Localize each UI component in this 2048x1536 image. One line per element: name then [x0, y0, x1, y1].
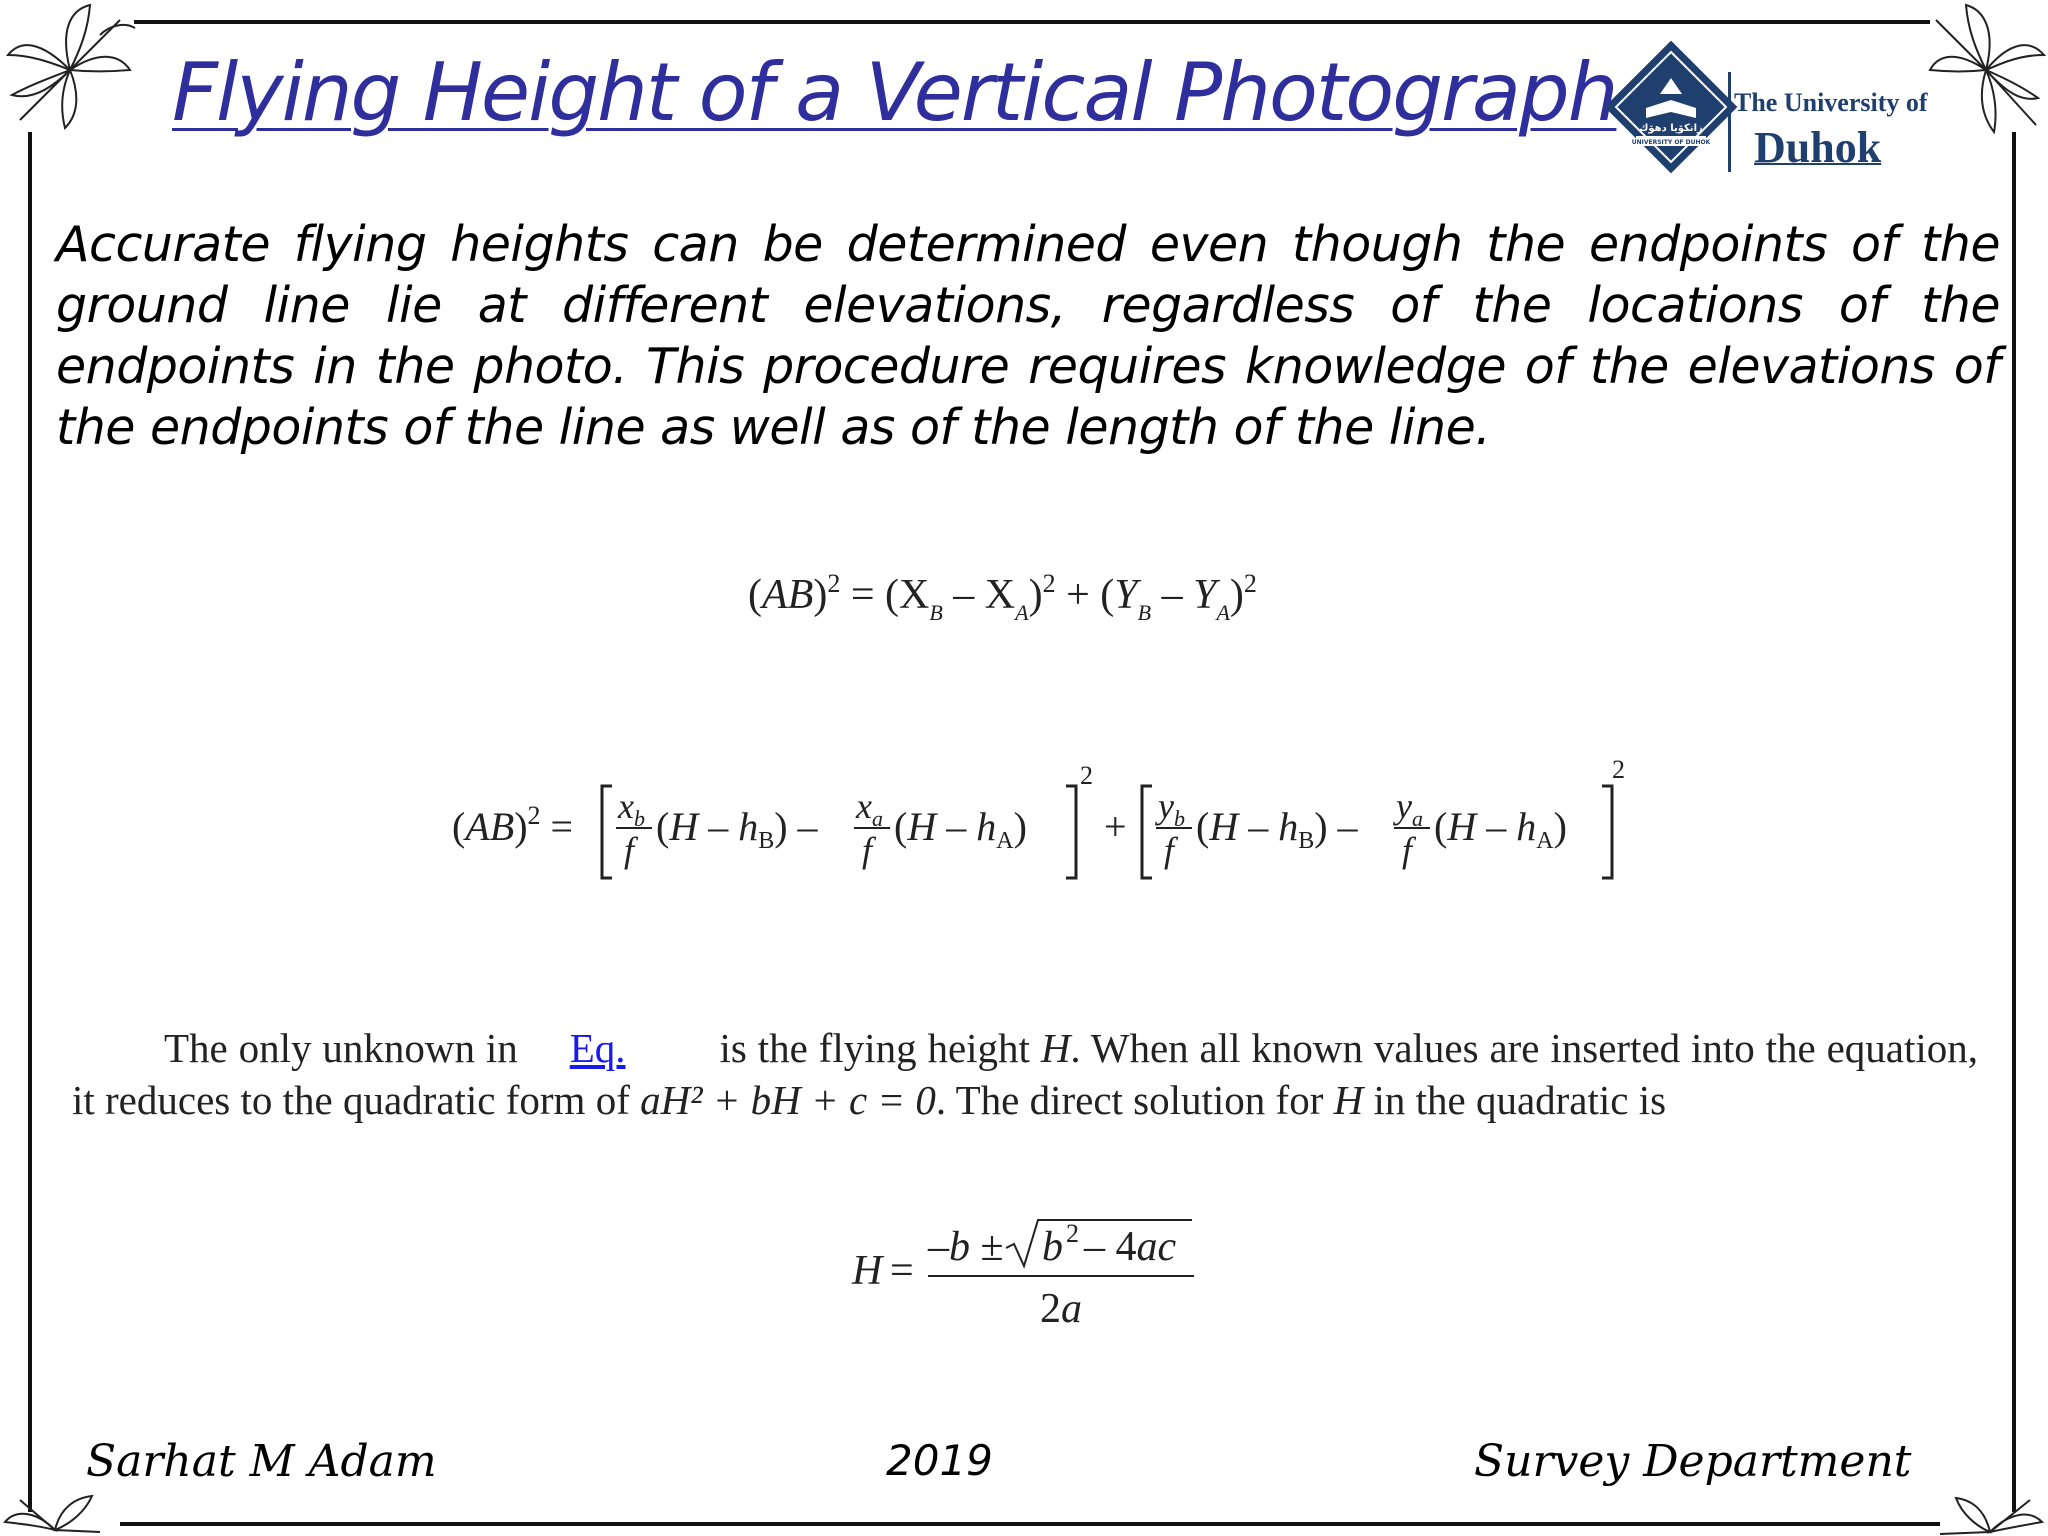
svg-text:(H – hB) –: $(H - h_B)$ –: [1196, 804, 1358, 854]
frame-top-rule: [134, 20, 1930, 24]
svg-text:2: 2: [1080, 761, 1093, 790]
logo-divider: [1728, 72, 1731, 172]
lily-corner-ornament-bottom-left: [0, 1490, 110, 1536]
svg-text:xa: $x_a$: [856, 786, 883, 831]
svg-text:f: f: [1402, 830, 1413, 870]
svg-text:H: H: [852, 1248, 883, 1294]
svg-text:ya: $y_a$: [1396, 786, 1423, 831]
frame-left-rule: [28, 132, 32, 1512]
svg-text:2: 2: [1612, 755, 1625, 784]
university-emblem-icon: [1602, 38, 1740, 176]
para-quadratic-form: aH² + bH + c = 0: [640, 1077, 936, 1123]
footer-author: Sarhat M Adam: [86, 1436, 437, 1487]
footer-year: 2019: [886, 1436, 993, 1485]
para-part5: in the quadratic is: [1373, 1077, 1667, 1123]
svg-text:=: =: [890, 1248, 914, 1294]
equation-line-length-expanded: [452, 755, 1625, 896]
svg-text:(AB)2 = (XB – XA)2 + (YB – YA): $(AB)^2 = (X_B - X_A)^2 + (Y_B - Y_A)^2$: [748, 569, 1257, 625]
svg-text:(AB)2 =: (AB)$^2$ =: [452, 801, 574, 849]
para-var-h: H: [1040, 1025, 1071, 1071]
lily-corner-ornament-top-left: [0, 0, 140, 135]
emblem-caption: UNIVERSITY OF DUHOK: [1631, 139, 1711, 146]
svg-text:f: f: [1164, 830, 1175, 870]
svg-text:(H – hA): $(H - h_A)$: [1434, 804, 1567, 854]
quadratic-paragraph: [72, 1022, 1978, 1126]
para-part2: is the flying height: [719, 1025, 1030, 1071]
para-part4: . The direct solution for: [935, 1077, 1324, 1123]
svg-text:yb: $y_b$: [1158, 786, 1185, 831]
frame-right-rule: [2012, 132, 2016, 1512]
equation-line-length: [748, 562, 1308, 632]
equation-quadratic-solution: [848, 1212, 1208, 1342]
svg-text:–b ±: –b ±: [928, 1224, 1004, 1270]
frame-bottom-rule: [120, 1522, 1940, 1526]
university-logo: [1602, 38, 1942, 178]
svg-text:b: b: [1042, 1224, 1063, 1270]
lily-corner-ornament-bottom-right: [1930, 1492, 2048, 1536]
para-part3: . When all known values are inserted into the equation, it reduces to the quadratic form of: [72, 1025, 1979, 1123]
footer-department: Survey Department: [1474, 1436, 1912, 1487]
para-var-h2: H: [1333, 1077, 1364, 1123]
slide-title: Flying Height of a Vertical Photograph: [172, 46, 1617, 139]
svg-text:(H – hA): $(H - h_A)$: [894, 804, 1027, 854]
logo-line1: The University of: [1734, 88, 1928, 117]
svg-text:(H – hB) –: $(H - h_B)$ –: [656, 804, 818, 854]
intro-paragraph: Accurate flying heights can be determined even though the endpoints of the ground line lie at different elevations, regardless of the locations of the endpoints in the photo. This procedure requires knowledge of the elevations of the endpoints of the line as well as of the length of the line.: [56, 216, 2000, 456]
svg-text:f: f: [862, 830, 873, 870]
svg-text:+: +: [1104, 804, 1127, 849]
svg-text:f: f: [624, 830, 635, 870]
svg-text:xb: $x_b$: [618, 786, 645, 831]
svg-text:– 4ac: – 4ac: [1084, 1224, 1177, 1270]
logo-university-name: Duhok: [1754, 123, 1882, 172]
svg-text:2a: 2a: [1040, 1286, 1082, 1332]
equation-reference-link[interactable]: Eq.: [569, 1025, 626, 1071]
svg-text:2: 2: [1066, 1219, 1079, 1248]
para-part1: The only unknown in: [164, 1025, 518, 1071]
lily-corner-ornament-top-right: [1926, 0, 2048, 140]
emblem-script: زانكۆیا دهۆك: [1639, 123, 1703, 134]
